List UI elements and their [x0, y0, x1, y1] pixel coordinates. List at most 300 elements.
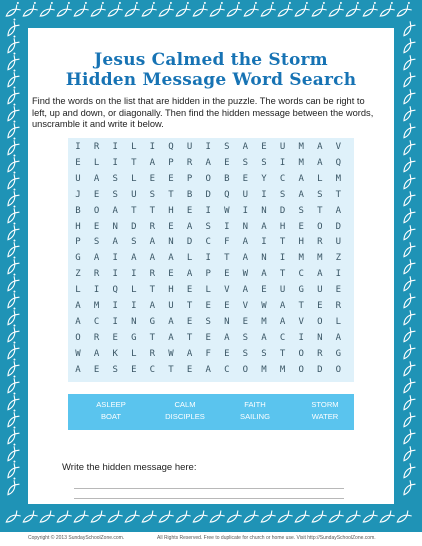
- grid-letter[interactable]: A: [149, 157, 156, 168]
- grid-letter[interactable]: O: [317, 316, 323, 327]
- word-list-item: BOAT: [100, 412, 122, 421]
- grid-letter[interactable]: G: [298, 285, 304, 296]
- grid-letter[interactable]: M: [261, 316, 267, 327]
- grid-letter[interactable]: M: [317, 253, 323, 264]
- grid-letter[interactable]: O: [298, 348, 304, 359]
- grid-letter[interactable]: I: [131, 301, 137, 311]
- fish-icon: [294, 511, 310, 525]
- grid-letter[interactable]: W: [168, 348, 174, 359]
- fish-icon: [402, 430, 416, 446]
- grid-letter[interactable]: I: [279, 253, 286, 264]
- fish-icon: [396, 511, 412, 525]
- grid-letter[interactable]: J: [75, 189, 81, 200]
- grid-letter[interactable]: C: [224, 364, 230, 375]
- grid-letter[interactable]: Q: [335, 157, 342, 168]
- fish-icon: [402, 158, 416, 174]
- grid-letter[interactable]: S: [112, 364, 118, 375]
- grid-letter[interactable]: R: [93, 269, 100, 280]
- fish-icon: [402, 107, 416, 123]
- fish-icon: [107, 511, 123, 525]
- grid-letter[interactable]: H: [298, 237, 304, 248]
- grid-letter[interactable]: N: [168, 237, 174, 248]
- grid-letter[interactable]: A: [298, 189, 304, 200]
- grid-letter[interactable]: A: [131, 253, 137, 264]
- grid-letter[interactable]: E: [242, 316, 249, 327]
- grid-letter[interactable]: D: [205, 189, 211, 200]
- grid-letter[interactable]: S: [224, 142, 230, 152]
- grid-letter[interactable]: E: [131, 364, 137, 375]
- grid-letter[interactable]: A: [149, 301, 156, 311]
- grid-letter[interactable]: C: [298, 269, 304, 280]
- fish-icon: [402, 141, 416, 157]
- grid-letter[interactable]: M: [298, 142, 304, 152]
- grid-letter[interactable]: E: [93, 364, 100, 375]
- grid-letter[interactable]: E: [168, 221, 174, 232]
- grid-letter[interactable]: T: [317, 205, 323, 216]
- grid-letter[interactable]: M: [261, 364, 267, 375]
- grid-letter[interactable]: T: [168, 364, 174, 375]
- grid-letter[interactable]: T: [298, 301, 304, 311]
- fish-icon: [4, 273, 21, 292]
- grid-letter[interactable]: I: [224, 221, 230, 232]
- grid-letter[interactable]: E: [112, 332, 118, 343]
- grid-letter[interactable]: A: [75, 364, 81, 375]
- grid-letter[interactable]: L: [131, 285, 137, 296]
- grid-letter[interactable]: T: [335, 189, 342, 200]
- fish-icon: [402, 192, 416, 208]
- grid-letter[interactable]: E: [242, 173, 249, 184]
- grid-letter[interactable]: R: [149, 269, 156, 280]
- grid-letter[interactable]: S: [242, 157, 249, 168]
- grid-letter[interactable]: H: [279, 221, 286, 232]
- fish-icon: [379, 511, 395, 525]
- grid-letter[interactable]: G: [335, 348, 342, 359]
- grid-letter[interactable]: E: [261, 285, 267, 296]
- grid-letter[interactable]: M: [93, 301, 100, 311]
- grid-letter[interactable]: L: [186, 253, 193, 264]
- grid-letter[interactable]: L: [205, 285, 211, 296]
- grid-letter[interactable]: Q: [112, 285, 118, 296]
- fish-icon: [328, 511, 344, 525]
- fish-icon: [4, 256, 21, 275]
- grid-letter[interactable]: A: [335, 205, 342, 216]
- grid-letter[interactable]: H: [168, 285, 174, 296]
- fish-icon: [20, 2, 39, 19]
- grid-letter[interactable]: M: [298, 157, 304, 168]
- grid-letter[interactable]: I: [112, 253, 118, 264]
- grid-letter[interactable]: E: [205, 332, 211, 343]
- grid-letter[interactable]: A: [186, 269, 193, 280]
- grid-letter[interactable]: V: [224, 285, 230, 296]
- grid-letter[interactable]: L: [131, 142, 137, 152]
- grid-letter[interactable]: T: [131, 157, 137, 168]
- grid-letter[interactable]: E: [224, 269, 230, 280]
- grid-letter[interactable]: A: [186, 348, 193, 359]
- grid-letter[interactable]: I: [93, 285, 100, 296]
- fish-icon: [402, 413, 416, 429]
- grid-letter[interactable]: L: [75, 285, 81, 296]
- grid-letter[interactable]: B: [75, 205, 81, 216]
- grid-letter[interactable]: P: [205, 269, 211, 280]
- grid-letter[interactable]: U: [75, 173, 81, 184]
- grid-letter[interactable]: H: [168, 205, 174, 216]
- grid-letter[interactable]: A: [149, 253, 156, 264]
- grid-letter[interactable]: A: [205, 157, 211, 168]
- grid-letter[interactable]: T: [149, 285, 156, 296]
- grid-letter[interactable]: C: [149, 364, 156, 375]
- grid-letter[interactable]: Q: [168, 142, 174, 152]
- grid-letter[interactable]: U: [317, 285, 323, 296]
- grid-letter[interactable]: H: [75, 221, 81, 232]
- grid-letter[interactable]: S: [242, 348, 249, 359]
- grid-letter[interactable]: A: [93, 348, 100, 359]
- title-line-2: Hidden Message Word Search: [65, 70, 357, 90]
- fish-icon: [37, 2, 56, 19]
- grid-letter[interactable]: P: [168, 157, 174, 168]
- grid-letter[interactable]: R: [149, 221, 156, 232]
- grid-letter[interactable]: A: [279, 316, 286, 327]
- grid-letter[interactable]: C: [279, 173, 286, 184]
- fish-icon: [90, 511, 106, 525]
- grid-letter[interactable]: I: [112, 316, 118, 327]
- fish-icon: [360, 2, 379, 19]
- grid-letter[interactable]: I: [205, 142, 211, 152]
- grid-letter[interactable]: A: [93, 253, 100, 264]
- grid-letter[interactable]: I: [112, 157, 118, 168]
- fish-icon: [402, 73, 416, 89]
- grid-letter[interactable]: E: [261, 142, 267, 152]
- grid-letter[interactable]: E: [168, 269, 174, 280]
- grid-letter[interactable]: C: [93, 316, 100, 327]
- fish-icon: [105, 2, 124, 19]
- grid-letter[interactable]: A: [242, 253, 249, 264]
- word-list-item: CALM: [174, 400, 196, 409]
- fish-icon: [402, 22, 416, 38]
- grid-letter[interactable]: A: [317, 269, 323, 280]
- fish-icon: [88, 2, 107, 19]
- grid-letter[interactable]: T: [149, 205, 156, 216]
- grid-letter[interactable]: A: [242, 285, 249, 296]
- grid-letter[interactable]: A: [75, 301, 81, 311]
- grid-letter[interactable]: S: [112, 189, 118, 200]
- grid-letter[interactable]: N: [317, 332, 323, 343]
- fish-icon: [402, 328, 416, 344]
- grid-letter[interactable]: I: [261, 189, 267, 200]
- answer-line[interactable]: [74, 488, 344, 489]
- grid-letter[interactable]: V: [335, 142, 342, 152]
- answer-line[interactable]: [74, 498, 344, 499]
- grid-letter[interactable]: E: [335, 285, 342, 296]
- grid-letter[interactable]: E: [93, 221, 100, 232]
- grid-letter[interactable]: O: [93, 205, 100, 216]
- copyright: Copyright © 2013 SundaySchoolZone.com.: [28, 535, 125, 541]
- grid-letter[interactable]: S: [205, 316, 211, 327]
- grid-letter[interactable]: A: [186, 221, 193, 232]
- grid-letter[interactable]: I: [75, 142, 81, 152]
- grid-letter[interactable]: A: [261, 221, 267, 232]
- grid-letter[interactable]: L: [131, 173, 137, 184]
- grid-letter[interactable]: C: [205, 237, 211, 248]
- grid-letter[interactable]: D: [335, 221, 342, 232]
- grid-letter[interactable]: A: [261, 269, 267, 280]
- word-list-item: SAILING: [240, 412, 270, 421]
- grid-letter[interactable]: S: [261, 348, 267, 359]
- grid-letter[interactable]: T: [168, 189, 174, 200]
- grid-letter[interactable]: P: [75, 237, 81, 248]
- grid-letter[interactable]: S: [149, 189, 156, 200]
- grid-letter[interactable]: O: [205, 173, 211, 184]
- fish-icon: [4, 426, 21, 445]
- fish-icon: [402, 39, 416, 55]
- grid-letter[interactable]: T: [131, 205, 137, 216]
- grid-letter[interactable]: B: [186, 189, 193, 200]
- fish-icon: [402, 362, 416, 378]
- grid-letter[interactable]: S: [279, 189, 286, 200]
- fish-icon: [158, 511, 174, 525]
- grid-letter[interactable]: W: [75, 348, 81, 359]
- grid-letter[interactable]: N: [261, 205, 267, 216]
- grid-letter[interactable]: U: [335, 237, 342, 248]
- grid-letter[interactable]: R: [149, 348, 156, 359]
- grid-letter[interactable]: M: [335, 173, 342, 184]
- fish-icon: [4, 358, 21, 377]
- grid-letter[interactable]: O: [242, 364, 249, 375]
- fish-icon: [5, 511, 21, 525]
- grid-letter[interactable]: I: [261, 237, 267, 248]
- fish-icon: [402, 260, 416, 276]
- grid-letter[interactable]: D: [279, 205, 286, 216]
- grid-letter[interactable]: E: [205, 301, 211, 311]
- grid-letter[interactable]: E: [149, 173, 156, 184]
- grid-letter[interactable]: I: [112, 301, 118, 311]
- grid-letter[interactable]: I: [149, 142, 156, 152]
- fish-icon: [402, 226, 416, 242]
- fish-icon: [4, 35, 21, 54]
- grid-letter[interactable]: I: [335, 269, 342, 280]
- grid-letter[interactable]: T: [279, 237, 286, 248]
- fish-icon: [56, 511, 72, 525]
- grid-letter[interactable]: E: [186, 205, 193, 216]
- fish-icon: [402, 277, 416, 293]
- grid-letter[interactable]: Y: [261, 173, 267, 184]
- fish-icon: [4, 18, 21, 37]
- grid-letter[interactable]: D: [131, 221, 137, 232]
- grid-letter[interactable]: N: [131, 316, 137, 327]
- grid-letter[interactable]: I: [112, 269, 118, 280]
- fish-icon: [4, 375, 21, 394]
- grid-letter[interactable]: S: [261, 157, 267, 168]
- grid-letter[interactable]: A: [224, 332, 230, 343]
- grid-letter[interactable]: S: [298, 205, 304, 216]
- grid-letter[interactable]: M: [279, 364, 286, 375]
- grid-letter[interactable]: E: [317, 301, 323, 311]
- grid-letter[interactable]: G: [131, 332, 137, 343]
- fish-icon: [402, 56, 416, 72]
- word-list: [68, 394, 354, 430]
- grid-letter[interactable]: E: [186, 364, 193, 375]
- grid-letter[interactable]: S: [242, 332, 249, 343]
- grid-letter[interactable]: Z: [335, 253, 342, 264]
- fish-icon: [54, 2, 73, 19]
- grid-letter[interactable]: I: [242, 205, 249, 216]
- grid-letter[interactable]: U: [186, 142, 193, 152]
- grid-letter[interactable]: A: [149, 237, 156, 248]
- grid-letter[interactable]: O: [75, 332, 81, 343]
- fish-icon: [402, 447, 416, 463]
- grid-letter[interactable]: L: [93, 157, 100, 168]
- grid-letter[interactable]: T: [224, 253, 230, 264]
- fish-icon: [326, 2, 345, 19]
- fish-icon: [4, 239, 21, 258]
- grid-letter[interactable]: N: [261, 253, 267, 264]
- grid-letter[interactable]: O: [298, 364, 304, 375]
- fish-icon: [4, 154, 21, 173]
- grid-letter[interactable]: L: [131, 348, 137, 359]
- fish-icon: [241, 2, 260, 19]
- grid-letter[interactable]: G: [75, 253, 81, 264]
- fish-icon: [73, 511, 89, 525]
- grid-letter[interactable]: U: [242, 189, 249, 200]
- grid-letter[interactable]: A: [75, 316, 81, 327]
- grid-letter[interactable]: Z: [75, 269, 81, 280]
- fish-icon: [402, 243, 416, 259]
- grid-letter[interactable]: S: [317, 189, 323, 200]
- grid-letter[interactable]: N: [112, 221, 118, 232]
- grid-letter[interactable]: N: [224, 316, 230, 327]
- fish-icon: [4, 290, 21, 309]
- grid-letter[interactable]: E: [224, 301, 230, 311]
- grid-letter[interactable]: K: [112, 348, 118, 359]
- grid-letter[interactable]: A: [168, 316, 174, 327]
- grid-letter[interactable]: E: [298, 221, 304, 232]
- grid-letter[interactable]: U: [131, 189, 137, 200]
- grid-letter[interactable]: A: [93, 173, 100, 184]
- grid-letter[interactable]: I: [205, 253, 211, 264]
- grid-letter[interactable]: R: [317, 348, 323, 359]
- fish-icon: [124, 511, 140, 525]
- grid-letter[interactable]: R: [335, 301, 342, 311]
- grid-letter[interactable]: P: [186, 173, 193, 184]
- grid-letter[interactable]: W: [242, 269, 249, 280]
- grid-letter[interactable]: S: [93, 237, 100, 248]
- grid-letter[interactable]: R: [317, 237, 323, 248]
- grid-letter[interactable]: E: [186, 316, 193, 327]
- grid-letter[interactable]: A: [242, 237, 249, 248]
- fish-icon: [362, 511, 378, 525]
- grid-letter[interactable]: E: [75, 157, 81, 168]
- fish-icon: [402, 481, 416, 497]
- grid-letter[interactable]: A: [298, 173, 304, 184]
- grid-letter[interactable]: E: [93, 189, 100, 200]
- grid-letter[interactable]: A: [317, 142, 323, 152]
- grid-letter[interactable]: L: [317, 173, 323, 184]
- grid-letter[interactable]: O: [335, 364, 342, 375]
- fish-icon: [4, 477, 21, 496]
- grid-letter[interactable]: A: [168, 332, 174, 343]
- grid-letter[interactable]: A: [279, 301, 286, 311]
- grid-letter[interactable]: I: [131, 269, 137, 280]
- grid-letter[interactable]: E: [224, 157, 230, 168]
- grid-letter[interactable]: I: [279, 157, 286, 168]
- grid-letter[interactable]: B: [224, 173, 230, 184]
- grid-letter[interactable]: E: [224, 348, 230, 359]
- fish-icon: [4, 307, 21, 326]
- grid-letter[interactable]: Q: [224, 189, 230, 200]
- grid-letter[interactable]: I: [205, 205, 211, 216]
- grid-letter[interactable]: I: [298, 332, 304, 343]
- grid-letter[interactable]: C: [279, 332, 286, 343]
- grid-letter[interactable]: S: [131, 237, 137, 248]
- grid-letter[interactable]: R: [93, 332, 100, 343]
- grid-letter[interactable]: R: [93, 142, 100, 152]
- fish-icon: [275, 2, 294, 19]
- grid-letter[interactable]: W: [261, 301, 267, 311]
- fish-icon: [4, 443, 21, 462]
- grid-letter[interactable]: F: [224, 237, 230, 248]
- grid-letter[interactable]: R: [186, 157, 193, 168]
- fish-icon: [141, 511, 157, 525]
- grid-letter[interactable]: A: [242, 142, 249, 152]
- grid-letter[interactable]: A: [112, 205, 118, 216]
- fish-icon: [4, 137, 21, 156]
- grid-letter[interactable]: V: [242, 301, 249, 311]
- fish-icon: [4, 205, 21, 224]
- grid-letter[interactable]: T: [186, 332, 193, 343]
- grid-letter[interactable]: O: [317, 221, 323, 232]
- grid-letter[interactable]: M: [298, 253, 304, 264]
- grid-letter[interactable]: A: [205, 364, 211, 375]
- title-line-1: Jesus Calmed the Storm: [94, 50, 328, 70]
- grid-letter[interactable]: E: [186, 285, 193, 296]
- grid-letter[interactable]: U: [279, 285, 286, 296]
- grid-letter[interactable]: D: [317, 364, 323, 375]
- fish-icon: [4, 324, 21, 343]
- grid-letter[interactable]: V: [298, 316, 304, 327]
- grid-letter[interactable]: T: [279, 348, 286, 359]
- grid-letter[interactable]: T: [279, 269, 286, 280]
- grid-letter[interactable]: U: [279, 142, 286, 152]
- grid-letter[interactable]: I: [112, 142, 118, 152]
- grid-letter[interactable]: T: [186, 301, 193, 311]
- fish-icon: [22, 511, 38, 525]
- grid-letter[interactable]: S: [205, 221, 211, 232]
- fish-icon: [226, 511, 242, 525]
- grid-letter[interactable]: U: [168, 301, 174, 311]
- grid-letter[interactable]: W: [224, 205, 230, 216]
- grid-letter[interactable]: A: [168, 253, 174, 264]
- fish-icon: [309, 2, 328, 19]
- grid-letter[interactable]: A: [317, 157, 323, 168]
- fish-icon: [345, 511, 361, 525]
- grid-letter[interactable]: T: [149, 332, 156, 343]
- fish-icon: [4, 120, 21, 139]
- grid-letter[interactable]: A: [335, 332, 342, 343]
- grid-letter[interactable]: S: [112, 173, 118, 184]
- grid-letter[interactable]: G: [149, 316, 156, 327]
- grid-letter[interactable]: A: [261, 332, 267, 343]
- grid-letter[interactable]: A: [112, 237, 118, 248]
- grid-letter[interactable]: F: [205, 348, 211, 359]
- grid-letter[interactable]: L: [335, 316, 342, 327]
- fish-icon: [224, 2, 243, 19]
- grid-letter[interactable]: D: [186, 237, 193, 248]
- fish-icon: [122, 2, 141, 19]
- fish-icon: [311, 511, 327, 525]
- write-label: Write the hidden message here:: [62, 462, 197, 473]
- fish-icon: [4, 341, 21, 360]
- grid-letter[interactable]: N: [242, 221, 249, 232]
- grid-letter[interactable]: E: [168, 173, 174, 184]
